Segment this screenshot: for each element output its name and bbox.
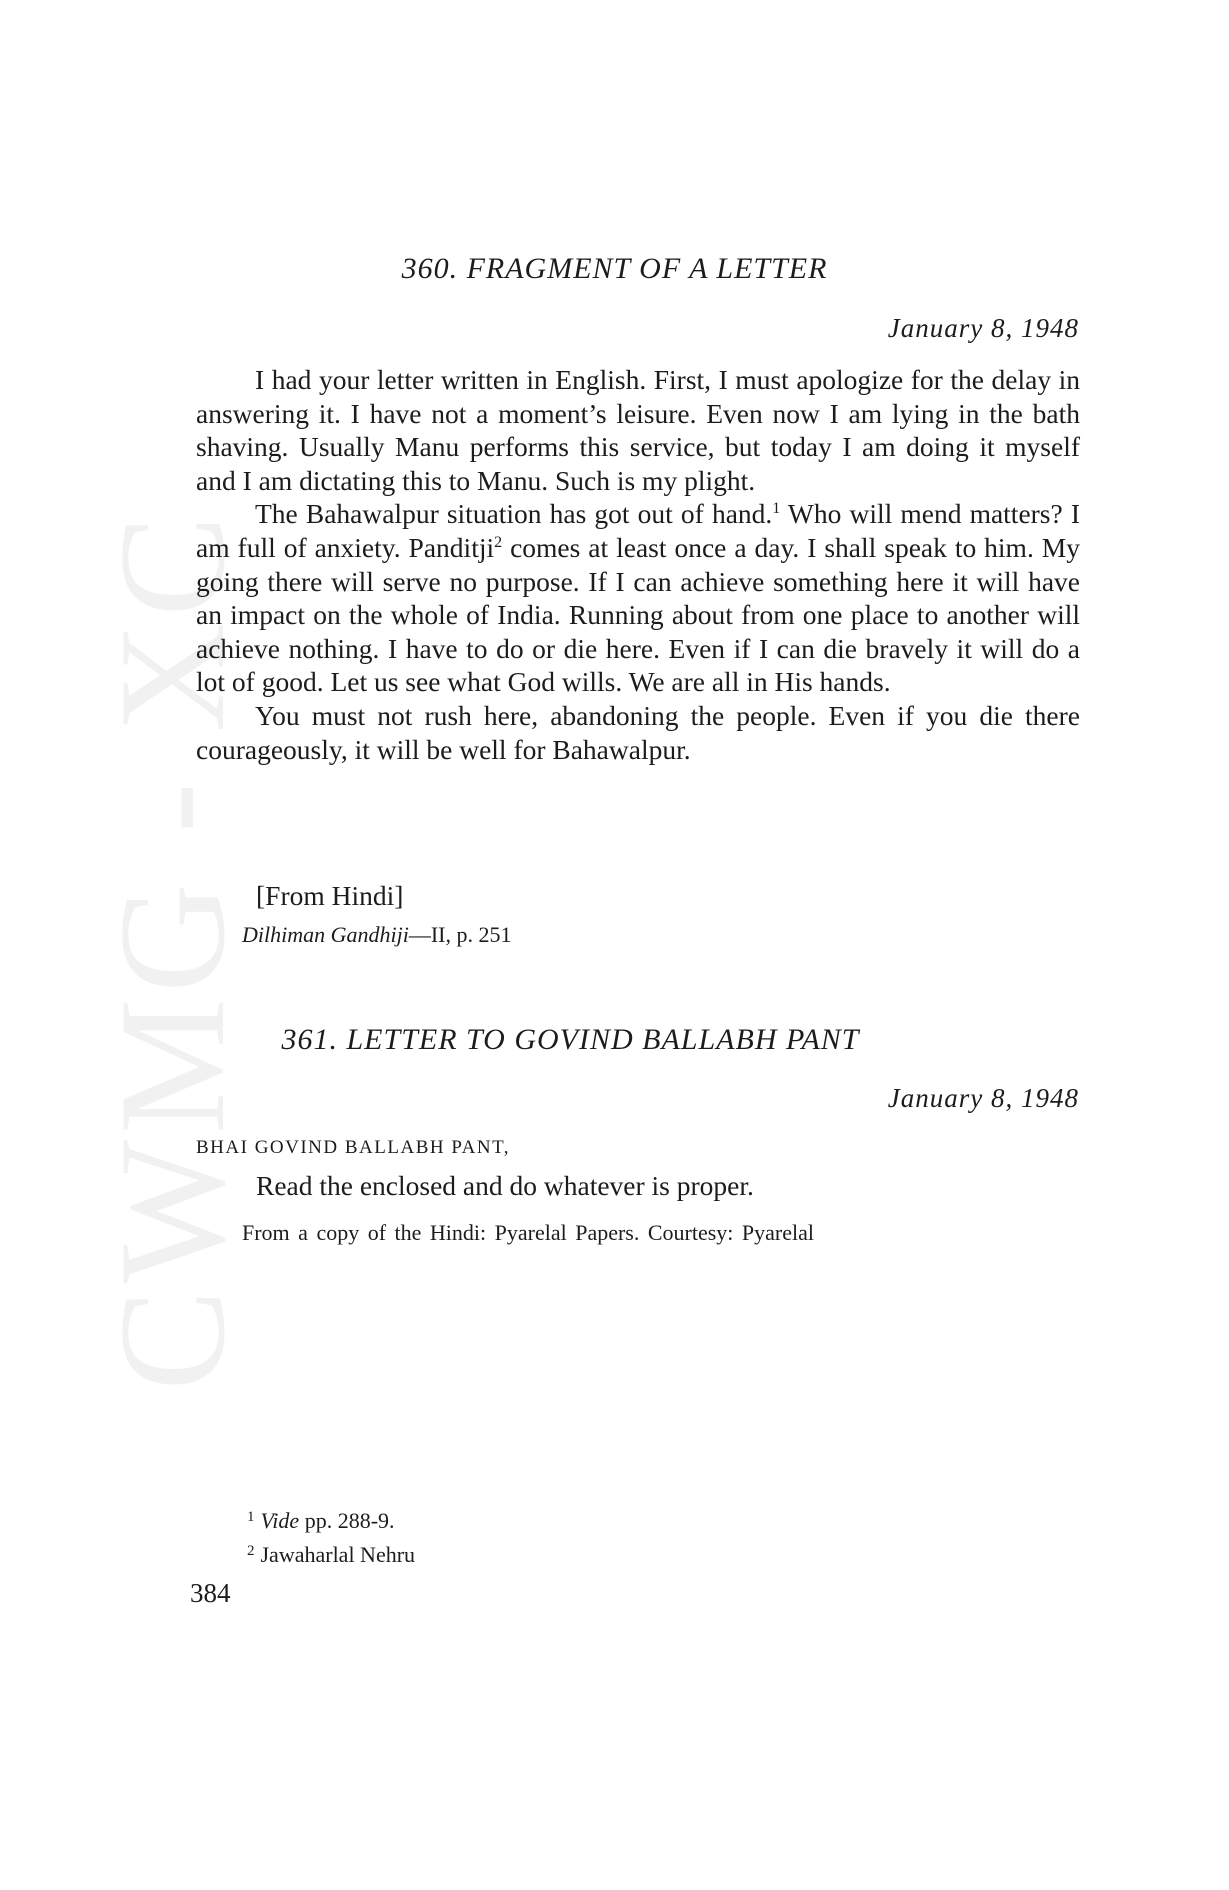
dateline-361: January 8, 1948 [887, 1083, 1079, 1113]
source-title: Dilhiman Gandhiji [242, 922, 409, 947]
paragraph-3 [196, 699, 1080, 766]
footnote-2 [247, 1536, 415, 1570]
paragraph-2-text-middle: Who will mend matters? I am full of anxiety. Panditji [196, 498, 1080, 563]
dateline-360: January 8, 1948 [887, 313, 1079, 343]
section-title-361: 361. LETTER TO GOVIND BALLABH PANT [281, 1023, 860, 1056]
paragraph-2 [196, 497, 1080, 699]
footnote-1 [247, 1502, 415, 1536]
footnote-1-text: pp. 288-9. [299, 1508, 395, 1533]
footnote-2-number: 2 [247, 1543, 255, 1559]
footnote-1-vide: Vide [260, 1508, 300, 1533]
source-detail: —II, p. 251 [408, 922, 512, 947]
salutation: BHAI GOVIND BALLABH PANT, [196, 1137, 511, 1158]
letter-body-360 [196, 363, 1080, 766]
watermark-text: CWMG - XC [88, 509, 256, 1391]
section-title-360: 360. FRAGMENT OF A LETTER [401, 252, 828, 285]
footnote-ref-2: 2 [494, 533, 503, 551]
page-number: 384 [190, 1578, 231, 1608]
paragraph-1 [196, 363, 1080, 497]
footnotes [247, 1502, 415, 1570]
footnote-1-number: 1 [247, 1509, 255, 1525]
paragraph-3-text: You must not rush here, abandoning the people. Even if you die there courageously, it will be well for Bahawalpur. [196, 699, 1080, 765]
paragraph-2-text-end: comes at least once a day. I shall speak to him. My going there will serve no purpose. If I can achieve something here it will have an impact on the whole of India. Running about from one place to another will achieve nothing. I have to do or die here. Even if I can die bravely it will do a lot of good. Let us see what God wills. We are all in His hands. [196, 531, 1080, 698]
source-citation-360 [242, 922, 512, 948]
footnote-2-text: Jawaharlal Nehru [260, 1542, 416, 1567]
source-citation-361: From a copy of the Hindi: Pyarelal Papers. Courtesy: Pyarelal [242, 1220, 814, 1245]
letter-body-361: Read the enclosed and do whatever is proper. [256, 1170, 754, 1201]
language-note: [From Hindi] [256, 880, 404, 911]
paragraph-2-text-start: The Bahawalpur situation has got out of hand. [255, 498, 773, 530]
paragraph-1-text: I had your letter written in English. First, I must apologize for the delay in answering it. I have not a moment’s leisure. Even now I am lying in the bath shaving. Usually Manu performs this service, but today I am doing it myself and I am dictating this to Manu. Such is my plight. [196, 364, 1080, 496]
footnote-ref-1: 1 [772, 500, 781, 518]
